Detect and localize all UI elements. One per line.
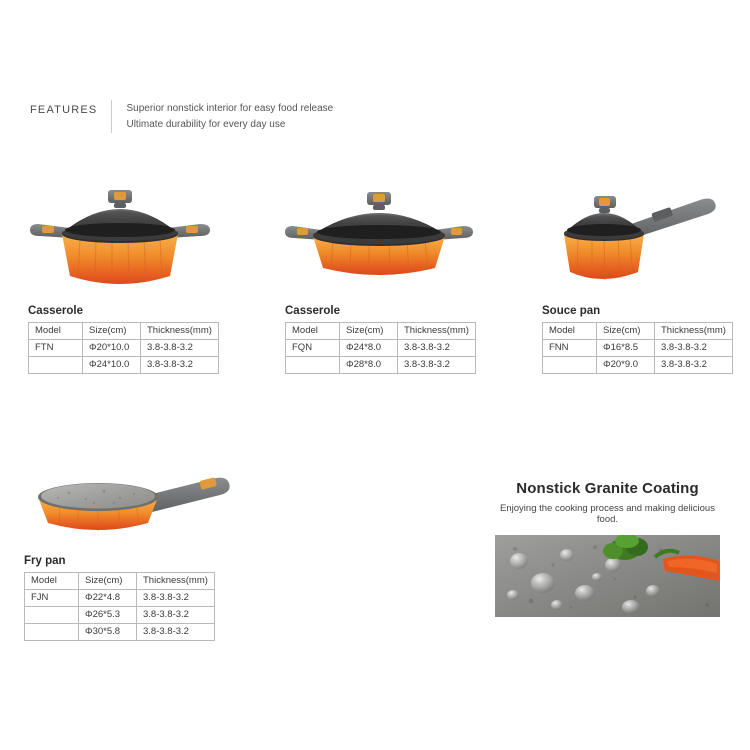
cell-thickness: 3.8-3.8-3.2 — [137, 590, 215, 607]
cell-size: Φ28*8.0 — [340, 357, 398, 374]
product-title: Casserole — [28, 305, 83, 317]
cell-size: Φ24*8.0 — [340, 340, 398, 357]
cell-size: Φ16*8.5 — [597, 340, 655, 357]
cell-size: Φ30*5.8 — [79, 624, 137, 641]
cell-thickness: 3.8-3.8-3.2 — [655, 340, 733, 357]
table-row — [25, 607, 215, 624]
product-casserole-ftn — [28, 180, 258, 374]
column-header-thickness: Thickness(mm) — [141, 323, 219, 340]
table-row — [286, 357, 476, 374]
table-row — [29, 357, 219, 374]
cell-model: FQN — [286, 340, 340, 357]
cell-model: FJN — [25, 590, 79, 607]
fry-pan-icon — [24, 445, 254, 555]
cell-model — [25, 624, 79, 641]
table-row — [543, 357, 733, 374]
cell-model — [29, 357, 83, 374]
features-block — [30, 100, 333, 133]
spec-table — [285, 322, 476, 374]
cell-size: Φ24*10.0 — [83, 357, 141, 374]
table-header-row — [543, 323, 733, 340]
product-title: Casserole — [285, 305, 340, 317]
cell-model: FNN — [543, 340, 597, 357]
cell-model — [543, 357, 597, 374]
cell-thickness: 3.8-3.8-3.2 — [141, 357, 219, 374]
column-header-model: Model — [286, 323, 340, 340]
column-header-model: Model — [29, 323, 83, 340]
cell-size: Φ26*5.3 — [79, 607, 137, 624]
table-header-row — [286, 323, 476, 340]
cell-model — [25, 607, 79, 624]
table-row — [543, 340, 733, 357]
column-header-size: Size(cm) — [340, 323, 398, 340]
table-header-row — [25, 573, 215, 590]
column-header-size: Size(cm) — [597, 323, 655, 340]
cell-thickness: 3.8-3.8-3.2 — [398, 357, 476, 374]
column-header-thickness: Thickness(mm) — [398, 323, 476, 340]
product-casserole-fqn — [285, 180, 515, 374]
sauce-pan-with-lid-icon — [542, 180, 750, 305]
spec-table — [28, 322, 219, 374]
column-header-size: Size(cm) — [79, 573, 137, 590]
promo-subtitle: Enjoying the cooking process and making delicious food. — [500, 503, 715, 525]
column-header-thickness: Thickness(mm) — [137, 573, 215, 590]
casserole-with-lid-icon — [28, 180, 258, 305]
table-row — [29, 340, 219, 357]
table-row — [25, 590, 215, 607]
cell-size: Φ22*4.8 — [79, 590, 137, 607]
granite-droplets-photo — [495, 535, 720, 617]
cell-thickness: 3.8-3.8-3.2 — [137, 607, 215, 624]
cell-size: Φ20*10.0 — [83, 340, 141, 357]
product-fry-pan-fjn — [24, 445, 254, 641]
spec-table — [542, 322, 733, 374]
features-label: FEATURES — [30, 104, 98, 116]
cell-thickness: 3.8-3.8-3.2 — [141, 340, 219, 357]
product-title: Souce pan — [542, 305, 601, 317]
table-row — [25, 624, 215, 641]
promo-block — [495, 480, 720, 617]
column-header-model: Model — [543, 323, 597, 340]
cell-thickness: 3.8-3.8-3.2 — [655, 357, 733, 374]
cell-model: FTN — [29, 340, 83, 357]
cell-thickness: 3.8-3.8-3.2 — [137, 624, 215, 641]
cell-thickness: 3.8-3.8-3.2 — [398, 340, 476, 357]
column-header-model: Model — [25, 573, 79, 590]
cell-size: Φ20*9.0 — [597, 357, 655, 374]
table-header-row — [29, 323, 219, 340]
column-header-thickness: Thickness(mm) — [655, 323, 733, 340]
wide-casserole-with-lid-icon — [285, 180, 515, 305]
promo-title: Nonstick Granite Coating — [516, 480, 699, 497]
feature-item: Superior nonstick interior for easy food release — [126, 103, 334, 114]
product-title: Fry pan — [24, 555, 66, 567]
cell-model — [286, 357, 340, 374]
spec-table — [24, 572, 215, 641]
column-header-size: Size(cm) — [83, 323, 141, 340]
table-row — [286, 340, 476, 357]
features-list — [111, 100, 333, 133]
feature-item: Ultimate durability for every day use — [126, 119, 286, 130]
product-sauce-pan-fnn — [542, 180, 750, 374]
